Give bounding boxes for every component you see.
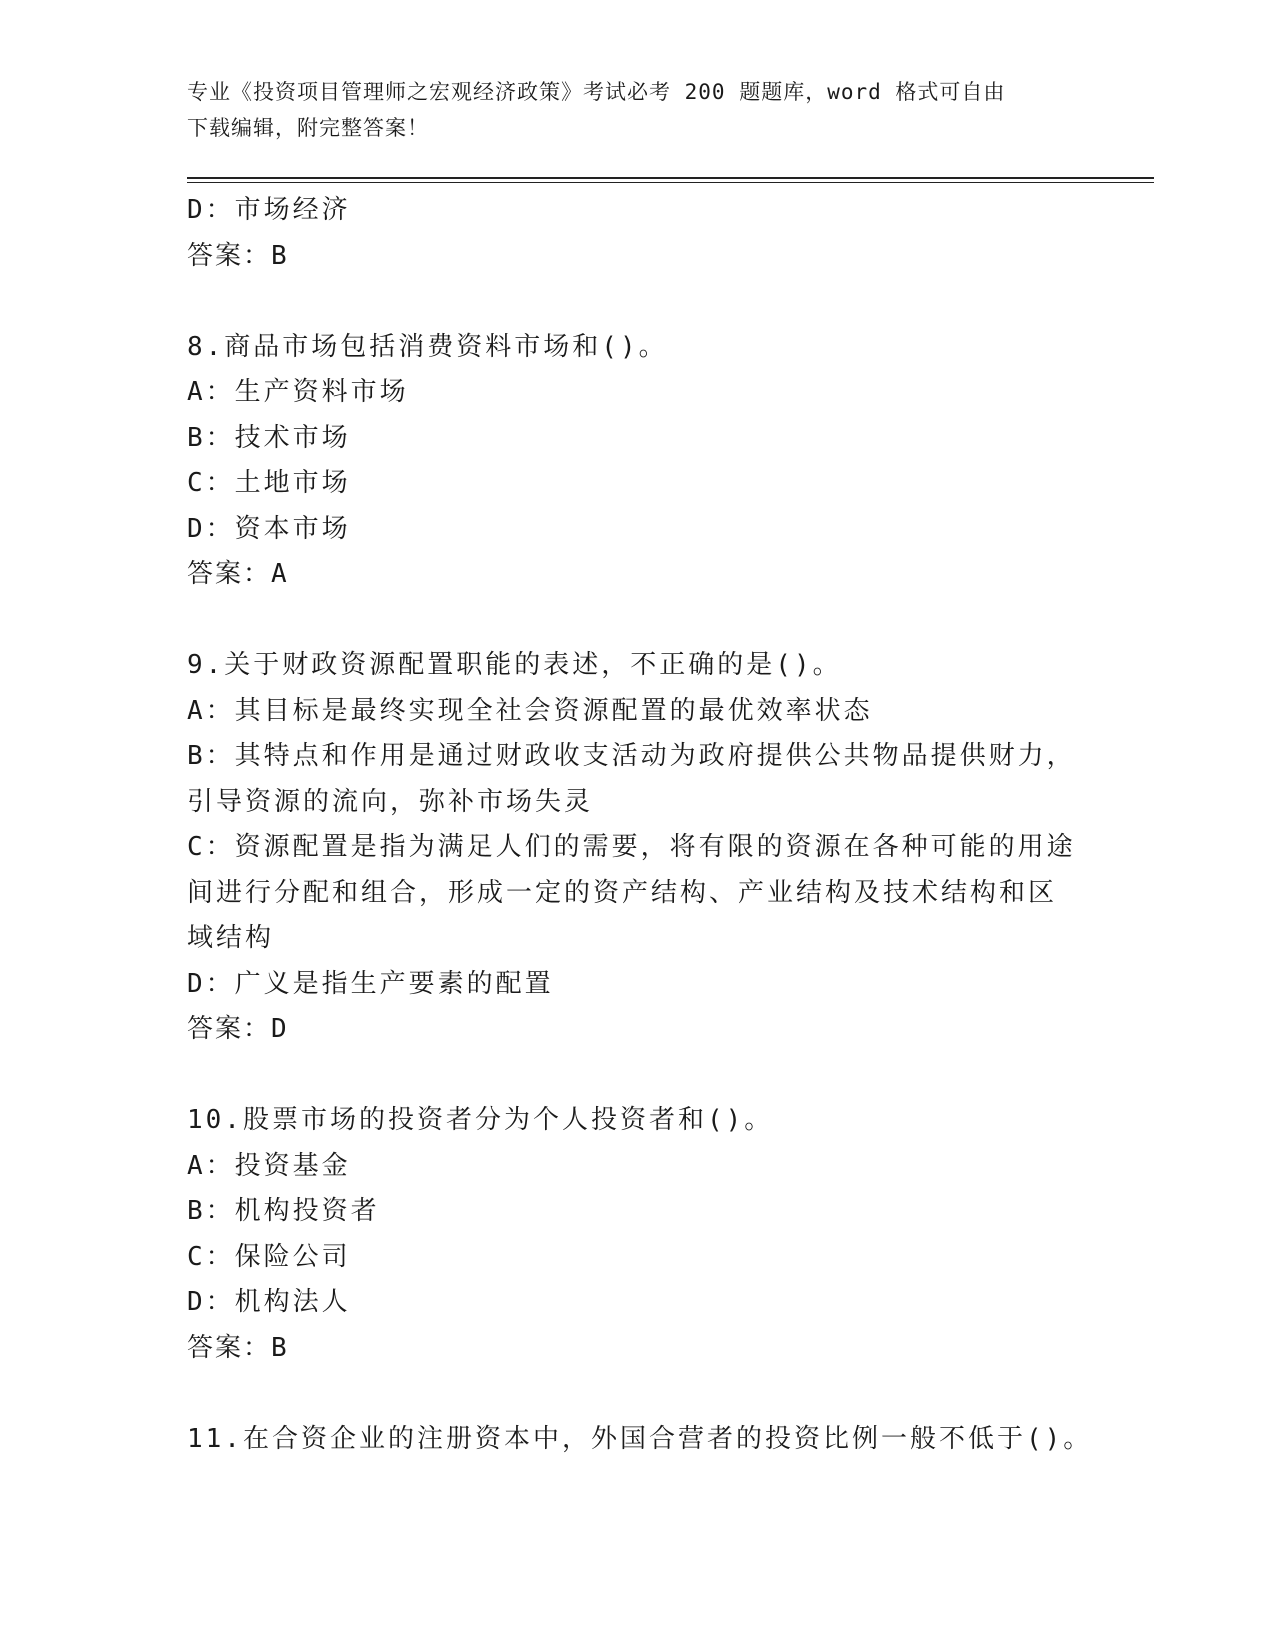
option-d: D：广义是指生产要素的配置 xyxy=(187,968,554,999)
option-c-line-3: 域结构 xyxy=(187,923,275,953)
option-a: A：投资基金 xyxy=(187,1150,351,1181)
answer: 答案：B xyxy=(187,1332,289,1363)
option-c-line-2: 间进行分配和组合，形成一定的资产结构、产业结构及技术结构和区 xyxy=(187,877,1058,908)
question-stem: 10.股票市场的投资者分为个人投资者和()。 xyxy=(187,1105,774,1135)
question-stem: 11.在合资企业的注册资本中，外国合营者的投资比例一般不低于()。 xyxy=(187,1423,1093,1454)
header-line-1: 专业《投资项目管理师之宏观经济政策》考试必考 200 题题库，word 格式可自由 xyxy=(187,80,1006,104)
question-content xyxy=(187,188,1093,1462)
spacer xyxy=(187,598,1087,644)
option-c: C：保险公司 xyxy=(187,1241,351,1272)
option-b: B：机构投资者 xyxy=(187,1196,380,1226)
answer: 答案：D xyxy=(187,1014,289,1044)
question-8 xyxy=(187,325,1087,598)
spacer xyxy=(187,279,1087,325)
document-header xyxy=(187,74,1067,146)
question-11 xyxy=(187,1417,1093,1463)
spacer xyxy=(187,1053,1087,1099)
header-divider-thin xyxy=(187,182,1154,183)
question-9 xyxy=(187,643,1087,1053)
prev-answer: 答案：B xyxy=(187,240,289,271)
question-stem: 8.商品市场包括消费资料市场和()。 xyxy=(187,331,668,362)
header-divider-thick xyxy=(187,177,1154,179)
option-c: C：土地市场 xyxy=(187,468,351,498)
header-line-2: 下载编辑，附完整答案！ xyxy=(187,116,429,140)
option-b-line-2: 引导资源的流向，弥补市场失灵 xyxy=(187,786,594,817)
prev-option-d: D：市场经济 xyxy=(187,195,351,225)
spacer xyxy=(187,1371,1087,1417)
question-stem: 9.关于财政资源配置职能的表述，不正确的是()。 xyxy=(187,650,842,680)
option-b-line-1: B：其特点和作用是通过财政收支活动为政府提供公共物品提供财力， xyxy=(187,741,1076,771)
answer: 答案：A xyxy=(187,559,289,589)
option-d: D：资本市场 xyxy=(187,513,351,544)
option-c-line-1: C：资源配置是指为满足人们的需要，将有限的资源在各种可能的用途 xyxy=(187,832,1076,862)
option-a: A：生产资料市场 xyxy=(187,377,409,407)
question-10 xyxy=(187,1098,1087,1371)
option-d: D：机构法人 xyxy=(187,1287,351,1317)
option-b: B：技术市场 xyxy=(187,422,351,453)
option-a: A：其目标是最终实现全社会资源配置的最优效率状态 xyxy=(187,695,873,726)
